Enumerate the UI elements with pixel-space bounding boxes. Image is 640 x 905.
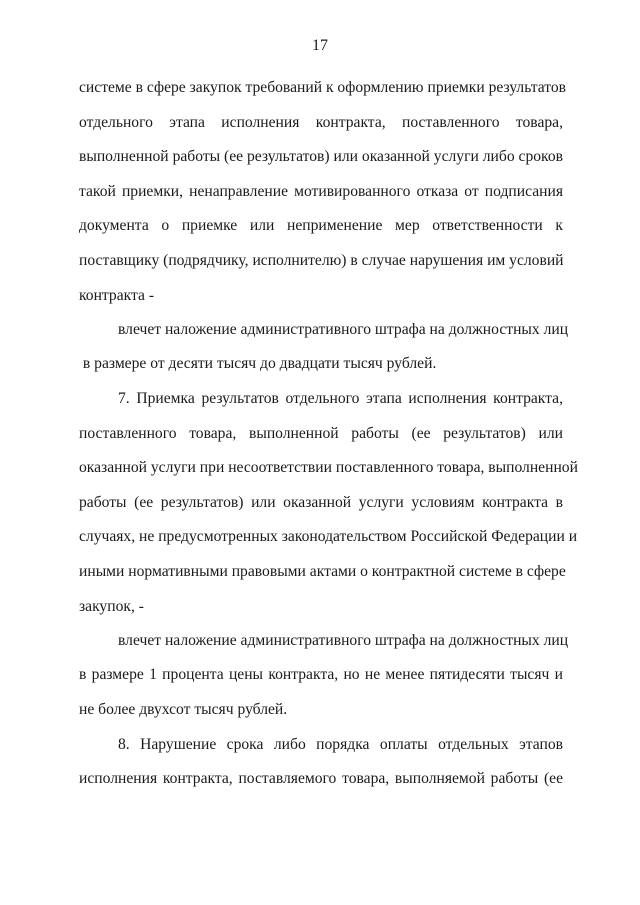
penalty-line: влечет наложение административного штрафа на должностных лиц (118, 632, 569, 649)
penalty-line: не более двухсот тысяч рублей. (79, 701, 288, 718)
text-line: иными нормативными правовыми актами о контрактной системе в сфере (79, 563, 566, 580)
text-line: работы (ее результатов) или оказанной услуги условиям контракта в (79, 494, 563, 511)
text-line: такой приемки, ненаправление мотивированного отказа от подписания (79, 183, 563, 200)
penalty-line: влечет наложение административного штрафа на должностных лиц (118, 321, 569, 338)
penalty-line: в размере от десяти тысяч до двадцати тысяч рублей. (79, 355, 437, 372)
text-line: системе в сфере закупок требований к оформлению приемки результатов (79, 79, 567, 96)
text-line: выполненной работы (ее результатов) или оказанной услуги либо сроков (79, 148, 563, 165)
clause-8-line: 8. Нарушение срока либо порядка оплаты отдельных этапов (118, 736, 563, 753)
penalty-line: в размере 1 процента цены контракта, но не менее пятидесяти тысяч и (79, 666, 563, 683)
page-number: 17 (312, 37, 328, 54)
text-line: документа о приемке или неприменение мер ответственности к (79, 217, 563, 234)
text-line: отдельного этапа исполнения контракта, поставленного товара, (79, 114, 563, 131)
text-line: исполнения контракта, поставляемого товара, выполняемой работы (ее (79, 770, 563, 787)
text-line: закупок, - (79, 598, 144, 615)
text-line: поставленного товара, выполненной работы (ее результатов) или (79, 425, 563, 442)
text-line: поставщику (подрядчику, исполнителю) в случае нарушения им условий (79, 252, 564, 269)
text-line: оказанной услуги при несоответствии поставленного товара, выполненной (79, 459, 578, 476)
text-line: контракта - (79, 287, 155, 304)
clause-7-line: 7. Приемка результатов отдельного этапа исполнения контракта, (118, 390, 563, 407)
text-line: случаях, не предусмотренных законодательством Российской Федерации и (79, 528, 578, 545)
